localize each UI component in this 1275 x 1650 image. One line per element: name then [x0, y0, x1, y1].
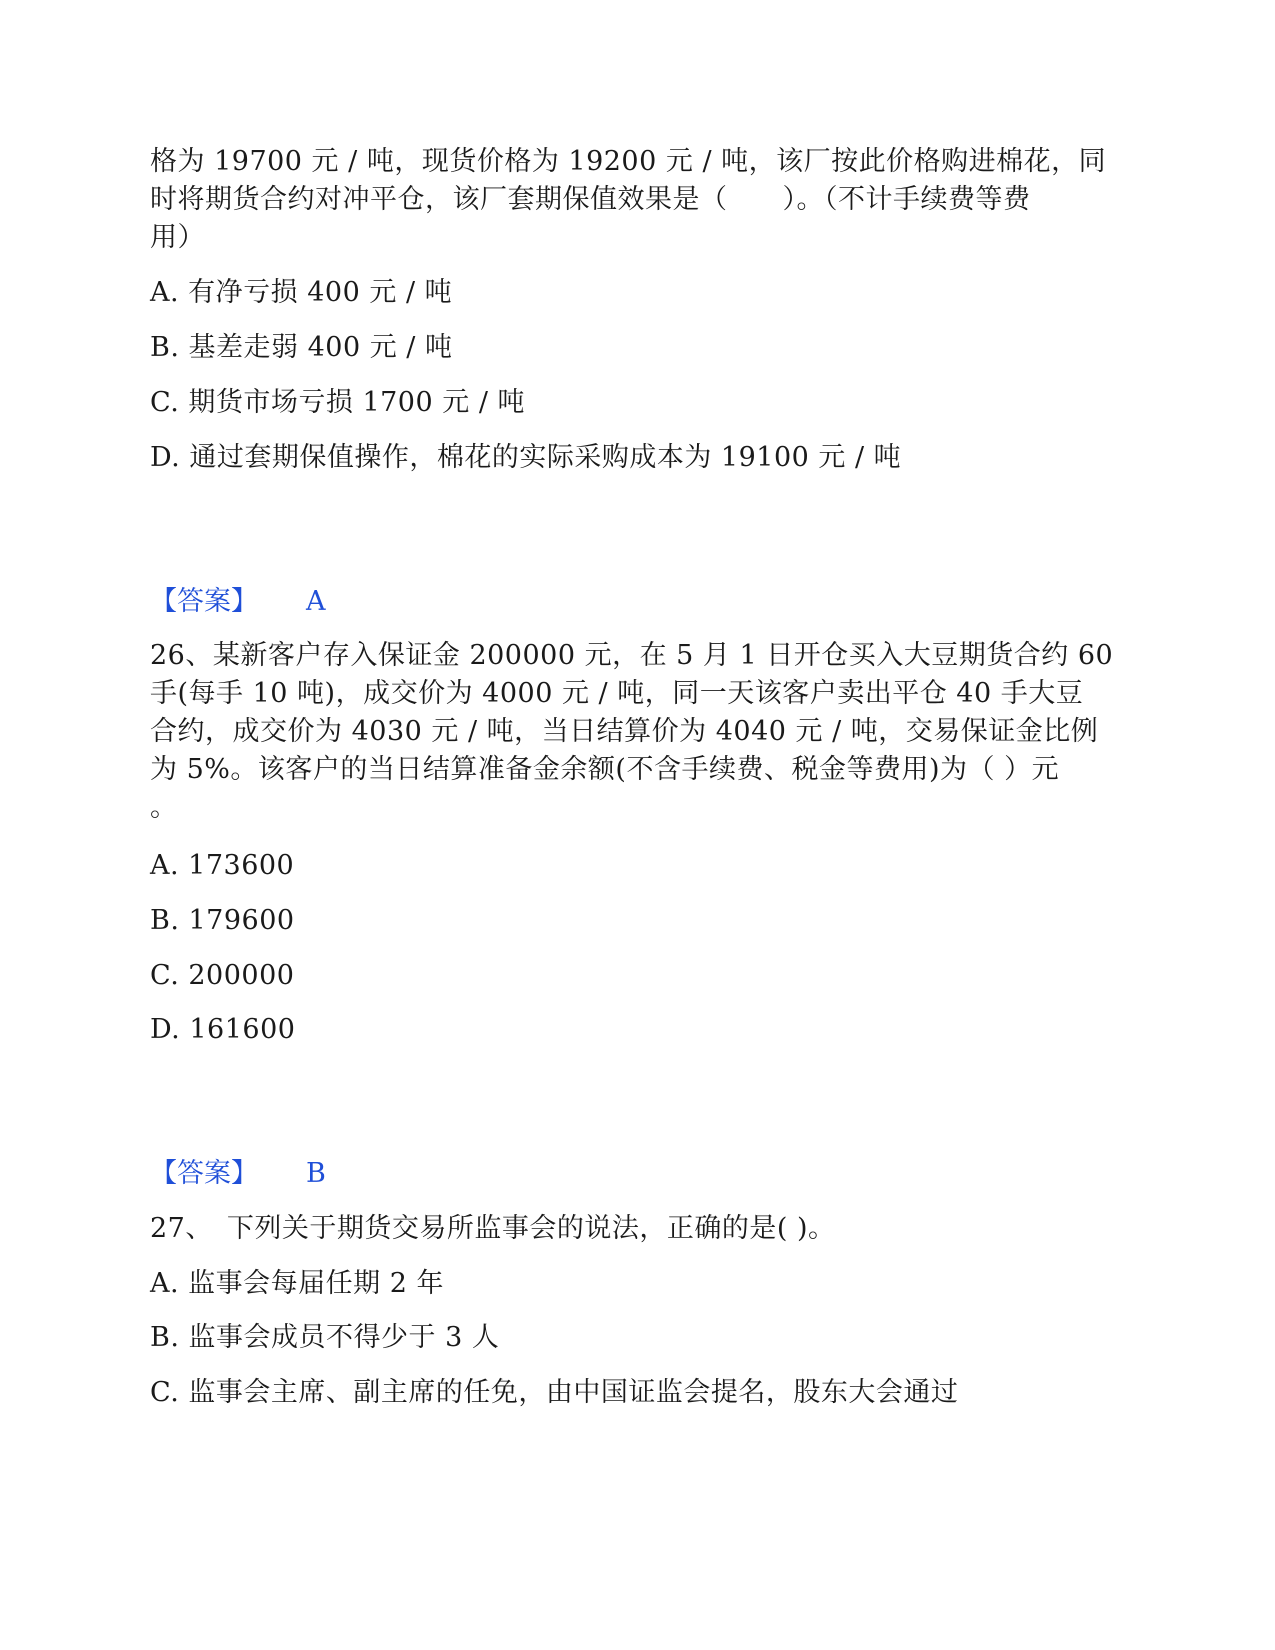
- q25-stem-line-1: 格为 19700 元 / 吨，现货价格为 19200 元 / 吨，该厂按此价格购进棉花，同: [150, 146, 1107, 177]
- answer-label: 【答案】: [150, 586, 258, 617]
- q25-option-d: D. 通过套期保值操作，棉花的实际采购成本为 19100 元 / 吨: [150, 442, 902, 473]
- q26-option-d: D. 161600: [150, 1014, 296, 1045]
- q27-option-c: C. 监事会主席、副主席的任免，由中国证监会提名，股东大会通过: [150, 1377, 959, 1408]
- q25-stem-line-3: 用）: [150, 222, 205, 253]
- q26-option-c: C. 200000: [150, 960, 295, 991]
- q25-option-a: A. 有净亏损 400 元 / 吨: [150, 277, 453, 308]
- q26-option-b: B. 179600: [150, 905, 295, 936]
- q26-stem-line-1: 26、某新客户存入保证金 200000 元，在 5 月 1 日开仓买入大豆期货合约 60: [150, 640, 1114, 671]
- q25-stem-line-2: 时将期货合约对冲平仓，该厂套期保值效果是（ ）。（不计手续费等费: [150, 184, 1031, 215]
- q26-option-a: A. 173600: [150, 850, 295, 881]
- answer-label: 【答案】: [150, 1158, 258, 1189]
- q27-option-b: B. 监事会成员不得少于 3 人: [150, 1322, 500, 1353]
- answer-value: B: [306, 1158, 326, 1189]
- q26-answer: [150, 1156, 326, 1192]
- answer-value: A: [306, 586, 326, 617]
- q25-option-c: C. 期货市场亏损 1700 元 / 吨: [150, 387, 526, 418]
- q27-option-a: A. 监事会每届任期 2 年: [150, 1268, 445, 1299]
- q26-stem-line-4: 为 5%。该客户的当日结算准备金余额(不含手续费、税金等费用)为（ ）元: [150, 754, 1060, 785]
- q26-stem-line-3: 合约，成交价为 4030 元 / 吨，当日结算价为 4040 元 / 吨，交易保证金比例: [150, 716, 1099, 747]
- q27-stem-line-1: 27、 下列关于期货交易所监事会的说法，正确的是( )。: [150, 1213, 836, 1244]
- q25-option-b: B. 基差走弱 400 元 / 吨: [150, 332, 453, 363]
- q25-answer: [150, 584, 326, 620]
- q26-stem-line-2: 手(每手 10 吨)，成交价为 4000 元 / 吨，同一天该客户卖出平仓 40 手大豆: [150, 678, 1084, 709]
- q26-stem-line-5: 。: [150, 792, 178, 823]
